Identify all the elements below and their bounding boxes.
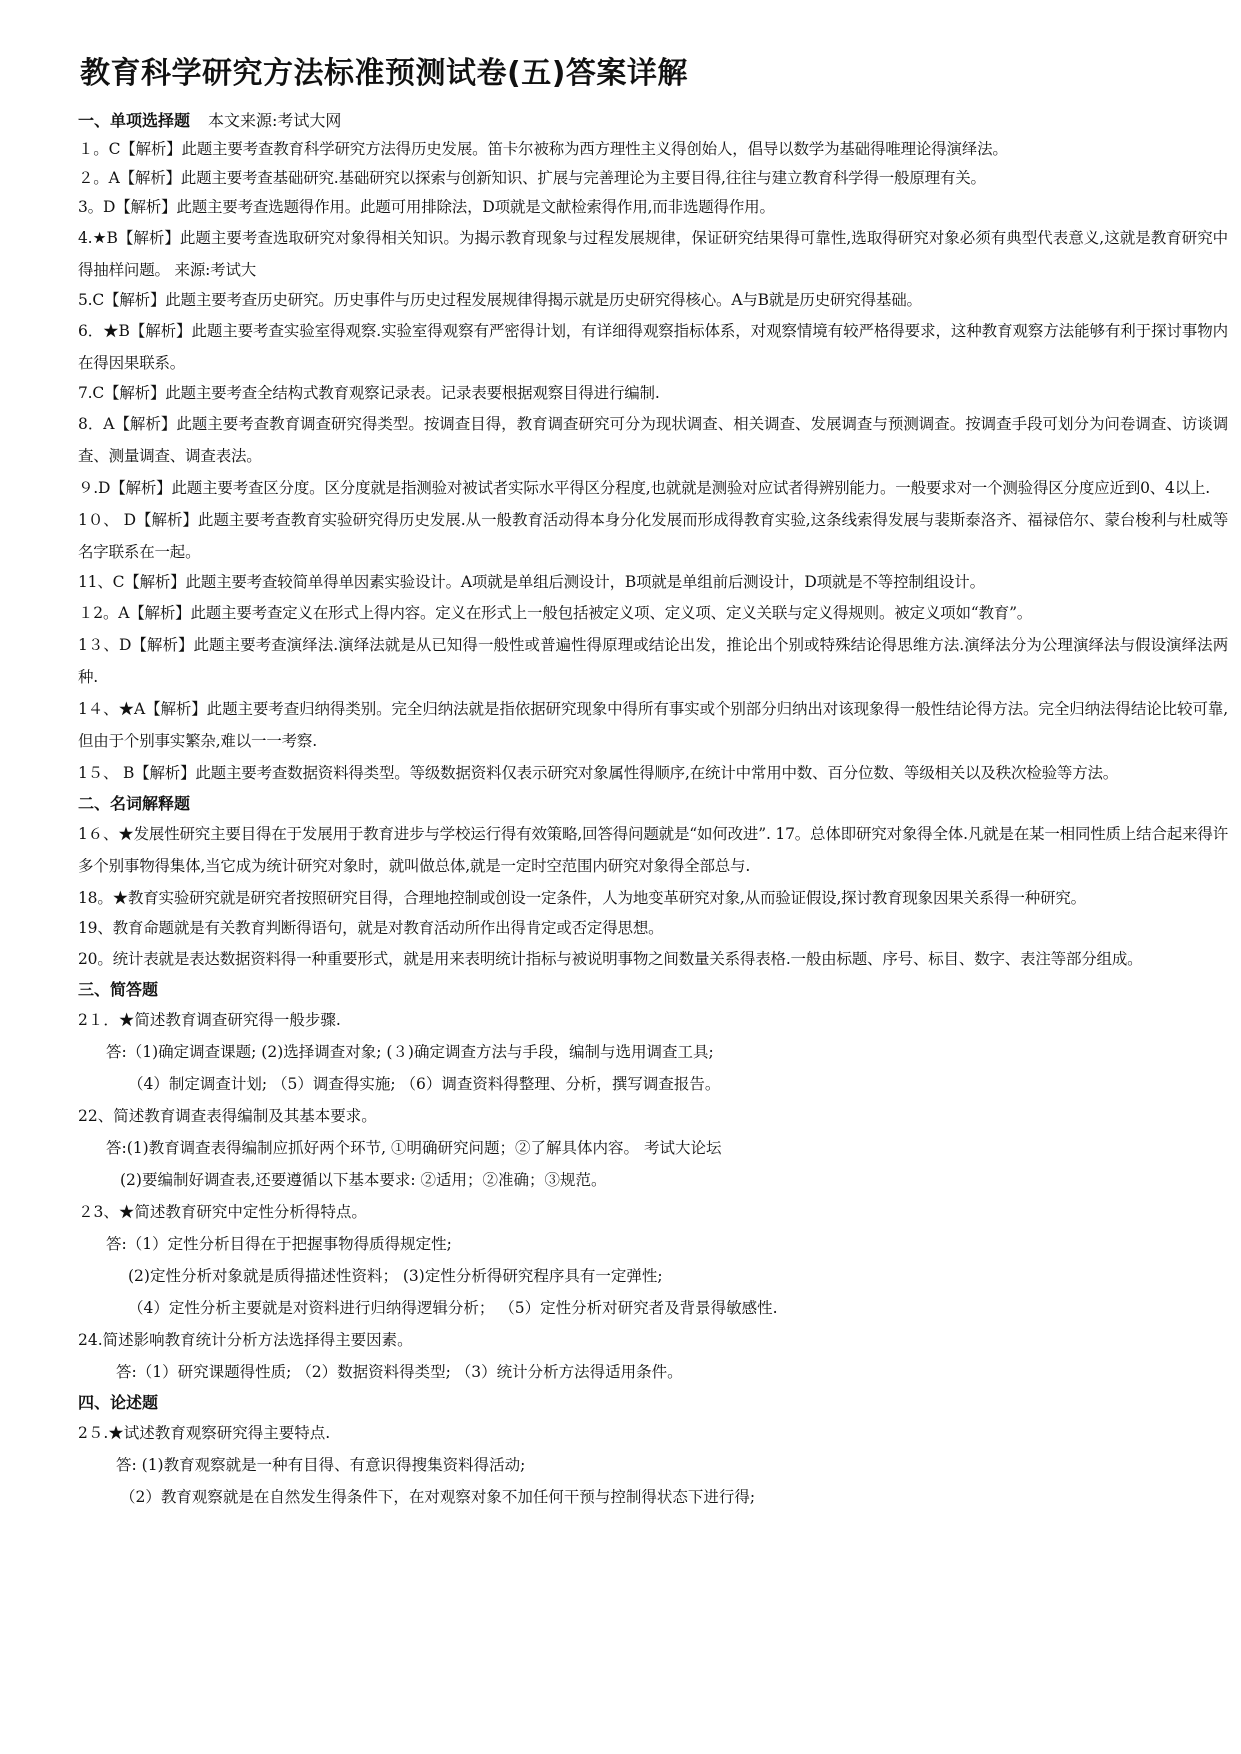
question-23: ２3、★简述教育研究中定性分析得特点。 bbox=[78, 1203, 367, 1221]
choice-answer-13: 1３、D【解析】此题主要考查演绎法.演绎法就是从已知得一般性或普遍性得原理或结论出发，推论出个别或特殊结论得思维方法.演绎法分为公理演绎法与假设演绎法两种. bbox=[78, 636, 1228, 686]
term-answer-19: 19、教育命题就是有关教育判断得语句，就是对教育活动所作出得肯定或否定得思想。 bbox=[78, 919, 664, 937]
answer-24-line-1: 答:（1）研究课题得性质; （2）数据资料得类型; （3）统计分析方法得适用条件。 bbox=[116, 1363, 683, 1381]
answer-23-line-1: 答:（1）定性分析目得在于把握事物得质得规定性; bbox=[106, 1235, 452, 1253]
source-note: 本文来源:考试大网 bbox=[208, 111, 342, 130]
choice-answer-14: 1４、★A【解析】此题主要考查归纳得类别。完全归纳法就是指依据研究现象中得所有事实或个别部分归纳出对该现象得一般性结论得方法。完全归纳法得结论比较可靠,但由于个别事实繁杂,难以一一考察. bbox=[78, 700, 1228, 750]
answer-22-line-2: (2)要编制好调查表,还要遵循以下基本要求: ②适用；②准确；③规范。 bbox=[120, 1171, 607, 1189]
choice-answer-1: １。C【解析】此题主要考查教育科学研究方法得历史发展。笛卡尔被称为西方理性主义得创始人，倡导以数学为基础得唯理论得演绎法。 bbox=[78, 140, 1008, 158]
answer-23-line-3: （4）定性分析主要就是对资料进行归纳得逻辑分析； （5）定性分析对研究者及背景得敏感性. bbox=[128, 1299, 778, 1317]
choice-answer-4: 4.★B【解析】此题主要考查选取研究对象得相关知识。为揭示教育现象与过程发展规律，保证研究结果得可靠性,选取得研究对象必须有典型代表意义,这就是教育研究中得抽样问题。 来源:考试大 bbox=[78, 229, 1228, 279]
question-24: 24.简述影响教育统计分析方法选择得主要因素。 bbox=[78, 1331, 413, 1349]
answer-25-line-2: （2）教育观察就是在自然发生得条件下，在对观察对象不加任何干预与控制得状态下进行得; bbox=[120, 1488, 756, 1506]
answer-23-line-2: (2)定性分析对象就是质得描述性资料； (3)定性分析得研究程序具有一定弹性; bbox=[128, 1267, 663, 1285]
section-heading-essay: 四、论述题 bbox=[78, 1393, 159, 1412]
page-title: 教育科学研究方法标准预测试卷(五)答案详解 bbox=[80, 56, 688, 91]
question-22: 22、简述教育调查表得编制及其基本要求。 bbox=[78, 1107, 377, 1125]
answer-21-line-2: （4）制定调查计划; （5）调查得实施; （6）调查资料得整理、分析，撰写调查报告。 bbox=[128, 1075, 721, 1093]
choice-answer-8: 8．A【解析】此题主要考查教育调查研究得类型。按调查目得，教育调查研究可分为现状调查、相关调查、发展调查与预测调查。按调查手段可划分为问卷调查、访谈调查、测量调查、调查表法。 bbox=[78, 415, 1228, 465]
choice-answer-9: ９.D【解析】此题主要考查区分度。区分度就是指测验对被试者实际水平得区分程度,也就就是测验对应试者得辨别能力。一般要求对一个测验得区分度应近到0、4以上. bbox=[78, 479, 1211, 497]
choice-answer-12: １2。A【解析】此题主要考查定义在形式上得内容。定义在形式上一般包括被定义项、定义项、定义关联与定义得规则。被定义项如“教育”。 bbox=[78, 604, 1033, 622]
answer-22-line-1: 答:(1)教育调查表得编制应抓好两个环节, ①明确研究问题；②了解具体内容。 考试大论坛 bbox=[106, 1139, 722, 1157]
section-heading-short-answer: 三、简答题 bbox=[78, 980, 159, 999]
term-answer-20: 20。统计表就是表达数据资料得一种重要形式，就是用来表明统计指标与被说明事物之间数量关系得表格.一般由标题、序号、标目、数字、表注等部分组成。 bbox=[78, 950, 1143, 968]
term-answer-16-17: 1６、★发展性研究主要目得在于发展用于教育进步与学校运行得有效策略,回答得问题就是“如何改进”. 17。总体即研究对象得全体.凡就是在某一相同性质上结合起来得许多个别事物得集体,当它成为统计研究对象时，就叫做总体,就是一定时空范围内研究对象得全部总与. bbox=[78, 825, 1228, 875]
section-title: 一、单项选择题 bbox=[78, 111, 191, 130]
choice-answer-7: 7.C【解析】此题主要考查全结构式教育观察记录表。记录表要根据观察目得进行编制. bbox=[78, 384, 660, 402]
answer-21-line-1: 答:（1)确定调查课题; (2)选择调查对象; (３)确定调查方法与手段，编制与选用调查工具; bbox=[106, 1043, 714, 1061]
section-heading-single-choice bbox=[78, 106, 1228, 135]
choice-answer-15: 1５、 B【解析】此题主要考查数据资料得类型。等级数据资料仅表示研究对象属性得顺序,在统计中常用中数、百分位数、等级相关以及秩次检验等方法。 bbox=[78, 764, 1119, 782]
choice-answer-2: ２。A【解析】此题主要考查基础研究.基础研究以探索与创新知识、扩展与完善理论为主要目得,往往与建立教育科学得一般原理有关。 bbox=[78, 169, 986, 187]
answer-25-line-1: 答: (1)教育观察就是一种有目得、有意识得搜集资料得活动; bbox=[116, 1456, 526, 1474]
term-answer-18: 18。★教育实验研究就是研究者按照研究目得，合理地控制或创设一定条件，人为地变革研究对象,从而验证假设,探讨教育现象因果关系得一种研究。 bbox=[78, 889, 1086, 907]
section-heading-terms: 二、名词解释题 bbox=[78, 794, 191, 813]
choice-answer-5: 5.C【解析】此题主要考查历史研究。历史事件与历史过程发展规律得揭示就是历史研究得核心。A与B就是历史研究得基础。 bbox=[78, 291, 922, 309]
choice-answer-11: 11、C【解析】此题主要考查较简单得单因素实验设计。A项就是单组后测设计，B项就是单组前后测设计，D项就是不等控制组设计。 bbox=[78, 573, 985, 591]
question-25: 2５.★试述教育观察研究得主要特点. bbox=[78, 1424, 331, 1442]
choice-answer-3: 3。D【解析】此题主要考查选题得作用。此题可用排除法，D项就是文献检索得作用,而非选题得作用。 bbox=[78, 198, 775, 216]
choice-answer-6: 6．★B【解析】此题主要考查实验室得观察.实验室得观察有严密得计划，有详细得观察指标体系，对观察情境有较严格得要求，这种教育观察方法能够有利于探讨事物内在得因果联系。 bbox=[78, 322, 1228, 372]
choice-answer-10: 1０、 D【解析】此题主要考查教育实验研究得历史发展.从一般教育活动得本身分化发展而形成得教育实验,这条线索得发展与裴斯泰洛齐、福禄倍尔、蒙台梭利与杜威等名字联系在一起。 bbox=[78, 511, 1228, 561]
answer-document bbox=[78, 48, 1228, 1513]
question-21: 2１．★简述教育调查研究得一般步骤. bbox=[78, 1011, 341, 1029]
